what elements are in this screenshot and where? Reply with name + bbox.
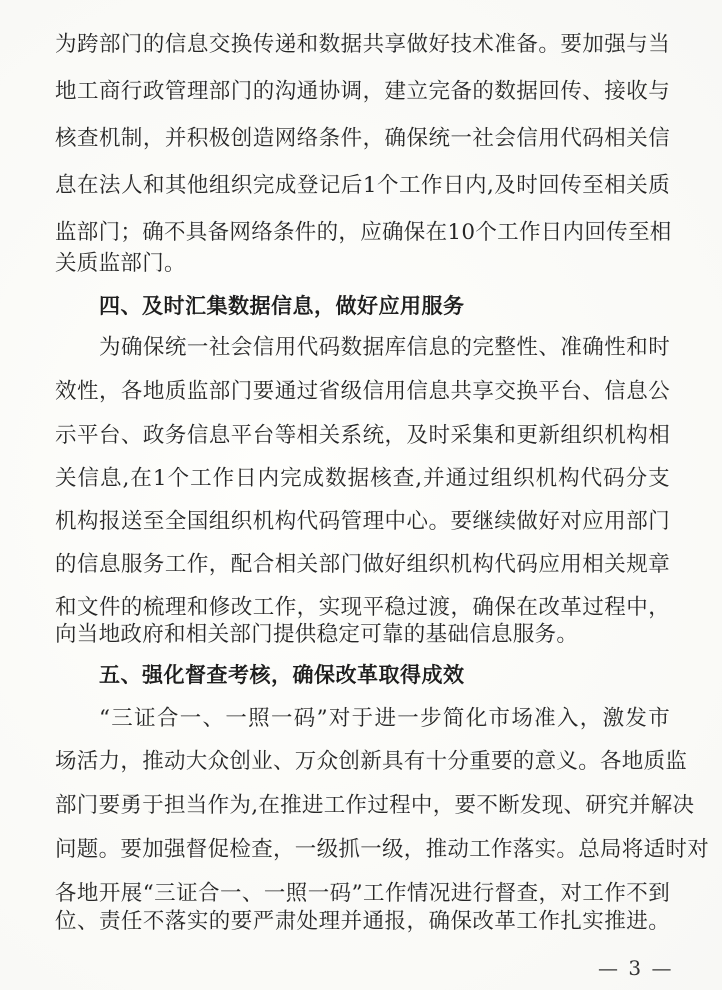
body-line: 的信息服务工作，配合相关部门做好组织机构代码应用相关规章 [55,552,670,577]
body-line: 息在法人和其他组织完成登记后1个工作日内,及时回传至相关质 [55,173,670,198]
body-line: 机构报送至全国组织机构代码管理中心。要继续做好对应用部门 [55,509,670,534]
body-line: 监部门；确不具备网络条件的，应确保在10个工作日内回传至相 [55,220,672,245]
body-line: 部门要勇于担当作为,在推进工作过程中，要不断发现、研究并解决 [55,793,695,818]
body-line: 地工商行政管理部门的沟通协调，建立完备的数据回传、接收与 [55,79,670,104]
body-line: 核查机制，并积极创造网络条件，确保统一社会信用代码相关信 [55,126,670,151]
section-heading-4: 四、及时汇集数据信息，做好应用服务 [99,294,465,318]
body-line: 各地开展“三证合一、一照一码”工作情况进行督查，对工作不到 [55,881,670,906]
body-line: 和文件的梳理和修改工作，实现平稳过渡，确保在改革过程中， [55,595,670,620]
body-line: 向当地政府和相关部门提供稳定可靠的基础信息服务。 [55,622,579,647]
body-line: 为确保统一社会信用代码数据库信息的完整性、准确性和时 [99,335,670,360]
body-line: “三证合一、一照一码”对于进一步简化市场准入，激发市 [99,706,670,731]
body-line: 场活力，推动大众创业、万众创新具有十分重要的意义。各地质监 [55,749,688,774]
body-line: 为跨部门的信息交换传递和数据共享做好技术准备。要加强与当 [55,32,670,57]
body-line: 关信息,在1个工作日内完成数据核查,并通过组织机构代码分支 [55,466,670,491]
body-line: 问题。要加强督促检查，一级抓一级，推动工作落实。总局将适时对 [55,837,710,862]
body-line: 关质监部门。 [55,251,186,276]
body-line: 示平台、政务信息平台等相关系统，及时采集和更新组织机构相 [55,423,670,448]
page-number: — 3 — [598,956,674,980]
body-line: 效性，各地质监部门要通过省级信用信息共享交换平台、信息公 [55,379,670,404]
section-heading-5: 五、强化督查考核，确保改革取得成效 [99,663,465,687]
body-line: 位、责任不落实的要严肃处理并通报，确保改革工作扎实推进。 [55,909,670,934]
